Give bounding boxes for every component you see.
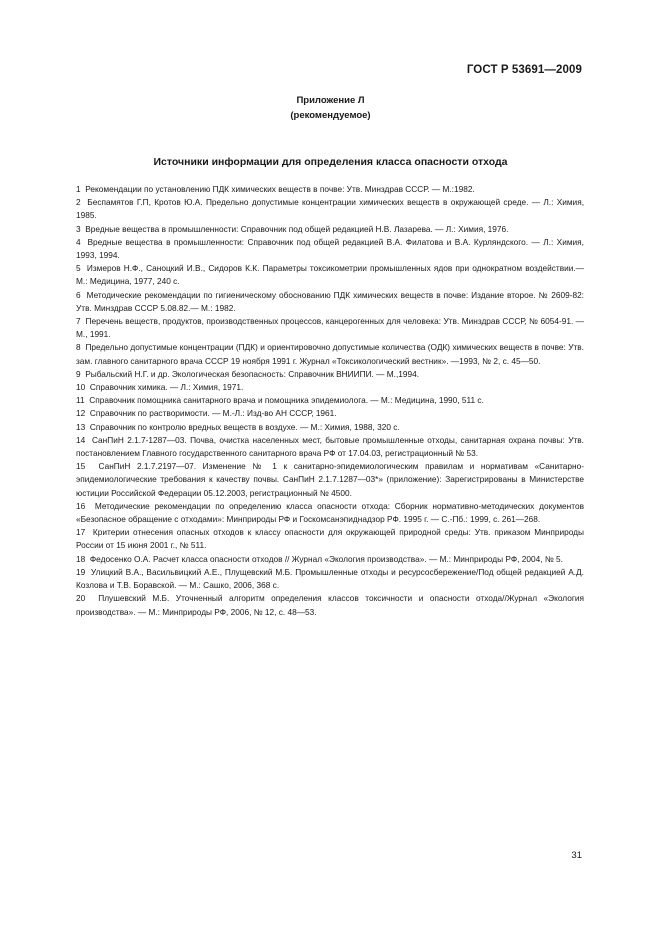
reference-number: 19	[76, 566, 86, 577]
standard-code-header: ГОСТ Р 53691—2009	[466, 64, 582, 76]
reference-number: 4	[76, 236, 81, 247]
reference-item	[76, 434, 584, 460]
reference-text: Справочник по контролю вредных веществ в воздухе. — М.: Химия, 1988, 320 с.	[89, 421, 400, 432]
reference-text: Вредные вещества в промышленности: Справочник под общей редакцией Н.В. Лазарева. — Л.: Химия, 1976.	[85, 223, 509, 234]
reference-item	[76, 566, 584, 592]
reference-item	[76, 592, 584, 618]
reference-text: Измеров Н.Ф., Саноцкий И.В., Сидоров К.К. Параметры токсикометрии промышленных ядов при однократном воздействии.— М.: Медицина, 1977, 240 с.	[76, 263, 584, 287]
reference-item	[76, 223, 584, 236]
reference-number: 9	[76, 368, 81, 379]
appendix-status: (рекомендуемое)	[290, 110, 371, 121]
reference-item	[76, 236, 584, 262]
reference-item	[76, 421, 584, 434]
reference-item	[76, 500, 584, 526]
reference-item	[76, 341, 584, 367]
reference-item	[76, 262, 584, 288]
reference-item	[76, 289, 584, 315]
reference-number: 17	[76, 527, 86, 538]
reference-number: 11	[76, 395, 85, 406]
reference-number: 8	[76, 342, 81, 353]
reference-number: 2	[76, 197, 81, 208]
reference-number: 16	[76, 500, 86, 511]
reference-number: 7	[76, 316, 81, 327]
reference-number: 20	[76, 593, 86, 604]
reference-text: Справочник химика. — Л.: Химия, 1971.	[89, 382, 244, 393]
reference-text: Вредные вещества в промышленности: Справочник под общей редакцией В.А. Филатова и В.А. Курляндского. — Л.: Химия, 1993, 1994.	[76, 236, 584, 261]
reference-text: Критерии отнесения опасных отходов к классу опасности для окружающей природной среды: Утв. приказом Минприроды России от 15 июня 2001 г., № 511.	[76, 527, 584, 551]
reference-text: Методические рекомендации по гигиеническому обоснованию ПДК химических веществ в почве: Издание второе. № 2609-82: Утв. Минздрав СССР 5.08.82.— М.: 1982.	[76, 289, 584, 313]
appendix-title: Приложение Л	[296, 95, 365, 106]
reference-item	[76, 526, 584, 552]
reference-text: СанПиН 2.1.7-1287—03. Почва, очистка населенных мест, бытовые промышленные отходы, санитарная охрана почвы: Утв. постановлением Главного государственного санитарного врача РФ от 17.04.03, регистрационный № 53.	[76, 434, 584, 459]
appendix-heading	[0, 93, 661, 123]
section-title: Источники информации для определения класса опасности отхода	[153, 156, 508, 168]
reference-number: 6	[76, 289, 81, 300]
reference-text: СанПиН 2.1.7.2197—07. Изменение № 1 к санитарно-эпидемиологическим правилам и нормативам «Санитарно-эпидемиологические требования к качеству почвы. СанПиН 2.1.7.1287—03*» (приложение): Зарегистрированы в Министерстве юстиции Российской Федерации 05.12.2003, регистрационный № 4500.	[76, 461, 584, 498]
page-number: 31	[571, 850, 582, 861]
reference-text: Федосенко О.А. Расчет класса опасности отходов // Журнал «Экология производства». — М.: Минприроды РФ, 2004, № 5.	[89, 553, 563, 564]
reference-text: Улицкий В.А., Васильвицкий А.Е., Плущевский М.Б. Промышленные отходы и ресурсосбережение/Под общей редакцией А.Д. Козлова и Т.В. Боравской. — М.: Сашко, 2006, 368 с.	[76, 566, 584, 591]
reference-number: 10	[76, 382, 86, 393]
reference-text: Беспамятов Г.П, Кротов Ю.А. Предельно допустимые концентрации химических веществ в окружающей среде. — Л.: Химия, 1985.	[76, 197, 584, 221]
reference-item	[76, 315, 584, 341]
reference-text: Рекомендации по установлению ПДК химических веществ в почве: Утв. Минздрав СССР. — М.:1982.	[85, 184, 475, 194]
reference-text: Рыбальский Н.Г. и др. Экологическая безопасность: Справочник ВНИИПИ. — М.,1994.	[85, 368, 420, 379]
reference-item	[76, 381, 584, 394]
reference-text: Перечень веществ, продуктов, производственных процессов, канцерогенных для человека: Утв. Минздрав СССР, № 6054-91. — М., 1991.	[76, 316, 584, 340]
reference-number: 1	[76, 184, 81, 194]
reference-item	[76, 553, 584, 566]
reference-number: 14	[76, 434, 86, 445]
reference-item	[76, 183, 584, 196]
reference-text: Справочник по растворимости. — М.-Л.: Изд-во АН СССР, 1961.	[89, 408, 337, 419]
reference-number: 18	[76, 553, 86, 564]
reference-number: 13	[76, 421, 86, 432]
reference-text: Предельно допустимые концентрации (ПДК) и ориентировочно допустимые количества (ОДК) химических веществ в почве: Утв. зам. главного санитарного врача СССР 19 ноября 1991 г. Журнал «Токсикологический вестник». —1993, № 2, с. 45—50.	[76, 342, 584, 366]
reference-number: 3	[76, 223, 81, 234]
reference-number: 15	[76, 461, 86, 472]
reference-number: 5	[76, 263, 81, 274]
reference-item	[76, 368, 584, 381]
reference-text: Справочник помощника санитарного врача и помощника эпидемиолога. — М.: Медицина, 1990, 511 с.	[89, 395, 484, 406]
reference-item	[76, 407, 584, 420]
reference-item	[76, 394, 584, 407]
reference-list	[76, 183, 584, 619]
reference-item	[76, 196, 584, 222]
reference-item	[76, 460, 584, 500]
reference-text: Плушевский М.Б. Уточненный алгоритм определения классов токсичности и опасности отхода//Журнал «Экология производства». — М.: Минприроды РФ, 2006, № 12, с. 48—53.	[76, 593, 584, 617]
reference-number: 12	[76, 408, 86, 419]
reference-text: Методические рекомендации по определению класса опасности отхода: Сборник нормативно-методических документов «Безопасное обращение с отходами»: Минприроды РФ и Госкомсанэпиднадзор РФ. 1995 г. — С.-Пб.: 1999, с. 261—268.	[76, 500, 584, 525]
